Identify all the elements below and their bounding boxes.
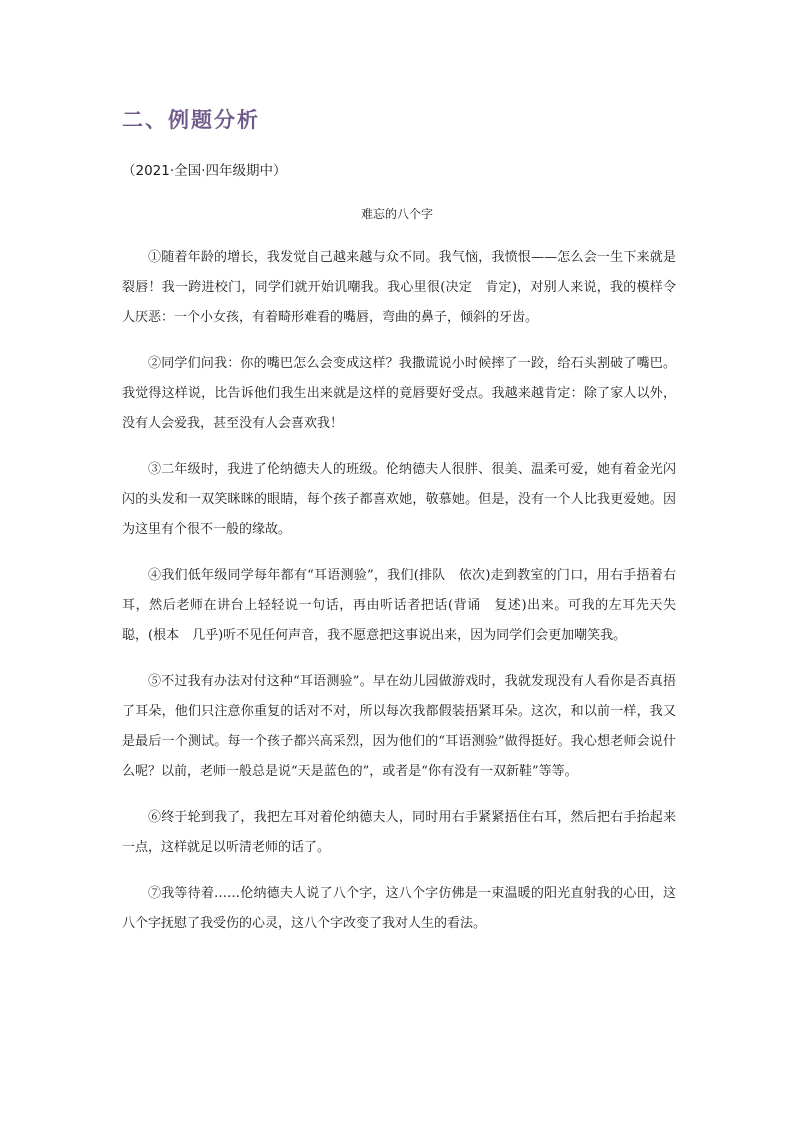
section-heading: 二、例题分析	[122, 108, 260, 132]
article-body	[122, 243, 676, 955]
question-source: （2021·全国·四年级期中）	[122, 163, 287, 179]
paragraph-6: ⑥终于轮到我了，我把左耳对着伦纳德夫人，同时用右手紧紧捂住右耳，然后把右手抬起来一点，这样就足以听清老师的话了。	[122, 810, 676, 855]
paragraph-3: ③二年级时，我进了伦纳德夫人的班级。伦纳德夫人很胖、很美、温柔可爱，她有着金光闪闪的头发和一双笑眯眯的眼睛，每个孩子都喜欢她，敬慕她。但是，没有一个人比我更爱她。因为这里有个很不一般的缘故。	[122, 462, 676, 537]
paragraph-4: ④我们低年级同学每年都有“耳语测验”，我们(排队 依次)走到教室的门口，用右手捂着右耳，然后老师在讲台上轻轻说一句话，再由听话者把话(背诵 复述)出来。可我的左耳先天失聪，(根本 几乎)听不见任何声音，我不愿意把这事说出来，因为同学们会更加嘲笑我。	[122, 568, 676, 643]
paragraph-2: ②同学们问我：你的嘴巴怎么会变成这样？我撒谎说小时候摔了一跤，给石头割破了嘴巴。我觉得这样说，比告诉他们我生出来就是这样的竟唇要好受点。我越来越肯定：除了家人以外，没有人会爱我，甚至没有人会喜欢我！	[122, 356, 676, 431]
paragraph-1: ①随着年龄的增长，我发觉自己越来越与众不同。我气恼，我愤恨——怎么会一生下来就是裂唇！我一跨进校门，同学们就开始讥嘲我。我心里很(决定 肯定)，对别人来说，我的模样令人厌恶：一个小女孩，有着畸形难看的嘴唇，弯曲的鼻子，倾斜的牙齿。	[122, 250, 676, 325]
paragraph-7: ⑦我等待着……伦纳德夫人说了八个字，这八个字仿佛是一束温暖的阳光直射我的心田，这八个字抚慰了我受伤的心灵，这八个字改变了我对人生的看法。	[122, 886, 676, 931]
article-title: 难忘的八个字	[360, 207, 433, 221]
paragraph-5: ⑤不过我有办法对付这种“耳语测验”。早在幼儿园做游戏时，我就发现没有人看你是否真捂了耳朵，他们只注意你重复的话对不对，所以每次我都假装捂紧耳朵。这次，和以前一样，我又是最后一个测试。每一个孩子都兴高采烈，因为他们的“耳语测验”做得挺好。我心想老师会说什么呢？以前，老师一般总是说“天是蓝色的”，或者是“你有没有一双新鞋”等等。	[122, 674, 676, 779]
